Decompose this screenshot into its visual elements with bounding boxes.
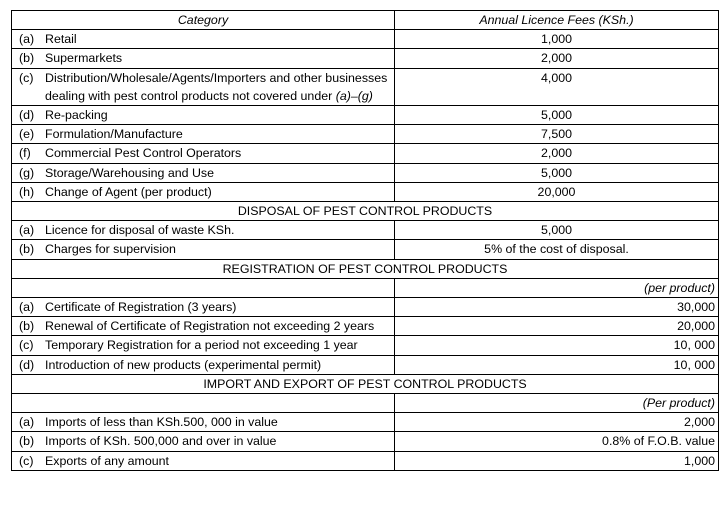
section-row-disposal	[12, 202, 719, 221]
item-label: (b)	[19, 434, 35, 449]
item-text: Re-packing	[45, 108, 108, 123]
item-label: (h)	[19, 184, 35, 199]
item-text: Formulation/Manufacture	[45, 127, 183, 142]
category-header: Category	[12, 11, 395, 30]
item-text: Imports of KSh. 500,000 and over in value	[45, 434, 277, 449]
item-label: (c)	[19, 453, 34, 468]
item-label: (c)	[19, 70, 34, 85]
item-text: Storage/Warehousing and Use	[45, 165, 214, 180]
header-row	[12, 11, 719, 30]
table-row	[12, 451, 719, 470]
item-fee: 10, 000	[395, 355, 719, 374]
table-row	[12, 30, 719, 49]
table-row	[12, 317, 719, 336]
item-fee: 5% of the cost of disposal.	[395, 240, 719, 259]
section-title: DISPOSAL OF PEST CONTROL PRODUCTS	[12, 202, 719, 221]
item-fee: 10, 000	[395, 336, 719, 355]
item-text: Exports of any amount	[45, 453, 169, 468]
item-text: Certificate of Registration (3 years)	[45, 300, 237, 315]
table-row	[12, 240, 719, 259]
item-label: (b)	[19, 51, 35, 66]
item-label: (e)	[19, 127, 35, 142]
note-row	[12, 278, 719, 297]
item-label: (a)	[19, 223, 35, 238]
item-fee: 2,000	[395, 144, 719, 163]
item-label: (a)	[19, 300, 35, 315]
item-fee: 30,000	[395, 298, 719, 317]
item-fee: 5,000	[395, 106, 719, 125]
item-label: (c)	[19, 338, 34, 353]
table-row	[12, 106, 719, 125]
item-fee: 2,000	[395, 413, 719, 432]
fees-header: Annual Licence Fees (KSh.)	[395, 11, 719, 30]
table-row	[12, 144, 719, 163]
table-row	[12, 432, 719, 451]
table-row	[12, 355, 719, 374]
item-fee: 2,000	[395, 49, 719, 68]
table-row	[12, 413, 719, 432]
item-fee: 0.8% of F.O.B. value	[395, 432, 719, 451]
item-text: Distribution/Wholesale/Agents/Importers and other businesses dealing with pest control products not covered under (a)–(g)	[45, 70, 388, 103]
section-title: IMPORT AND EXPORT OF PEST CONTROL PRODUCTS	[12, 374, 719, 393]
item-text: Charges for supervision	[45, 242, 176, 257]
item-label: (a)	[19, 32, 35, 47]
fees-table	[11, 10, 719, 471]
section-row-import-export	[12, 374, 719, 393]
table-row	[12, 125, 719, 144]
item-text: Supermarkets	[45, 51, 123, 66]
item-label: (g)	[19, 165, 35, 180]
table-row	[12, 182, 719, 201]
item-fee: 5,000	[395, 221, 719, 240]
item-fee: 5,000	[395, 163, 719, 182]
item-fee: 1,000	[395, 451, 719, 470]
section-row-registration	[12, 259, 719, 278]
item-label: (d)	[19, 357, 35, 372]
item-text-italic: (a)–(g)	[335, 88, 373, 103]
per-product-note: (per product)	[395, 278, 719, 297]
item-label: (b)	[19, 242, 35, 257]
table-row	[12, 336, 719, 355]
table-row	[12, 49, 719, 68]
table-row	[12, 163, 719, 182]
table-row	[12, 68, 719, 105]
per-product-note: (Per product)	[395, 394, 719, 413]
table-row	[12, 221, 719, 240]
item-label: (d)	[19, 108, 35, 123]
item-text: Renewal of Certificate of Registration not exceeding 2 years	[45, 319, 375, 334]
item-label: (a)	[19, 415, 35, 430]
item-fee: 7,500	[395, 125, 719, 144]
item-label: (f)	[19, 146, 31, 161]
fees-schedule	[11, 10, 718, 471]
item-text: Temporary Registration for a period not exceeding 1 year	[45, 338, 358, 353]
item-label: (b)	[19, 319, 35, 334]
item-fee: 20,000	[395, 317, 719, 336]
section-title: REGISTRATION OF PEST CONTROL PRODUCTS	[12, 259, 719, 278]
note-row	[12, 394, 719, 413]
item-fee: 20,000	[395, 182, 719, 201]
item-fee: 4,000	[395, 68, 719, 105]
item-text: Change of Agent (per product)	[45, 184, 212, 199]
item-text: Licence for disposal of waste KSh.	[45, 223, 235, 238]
item-text: Imports of less than KSh.500, 000 in value	[45, 415, 278, 430]
item-text: Commercial Pest Control Operators	[45, 146, 242, 161]
item-fee: 1,000	[395, 30, 719, 49]
item-text: Introduction of new products (experimental permit)	[45, 357, 322, 372]
table-row	[12, 298, 719, 317]
item-text: Retail	[45, 32, 77, 47]
